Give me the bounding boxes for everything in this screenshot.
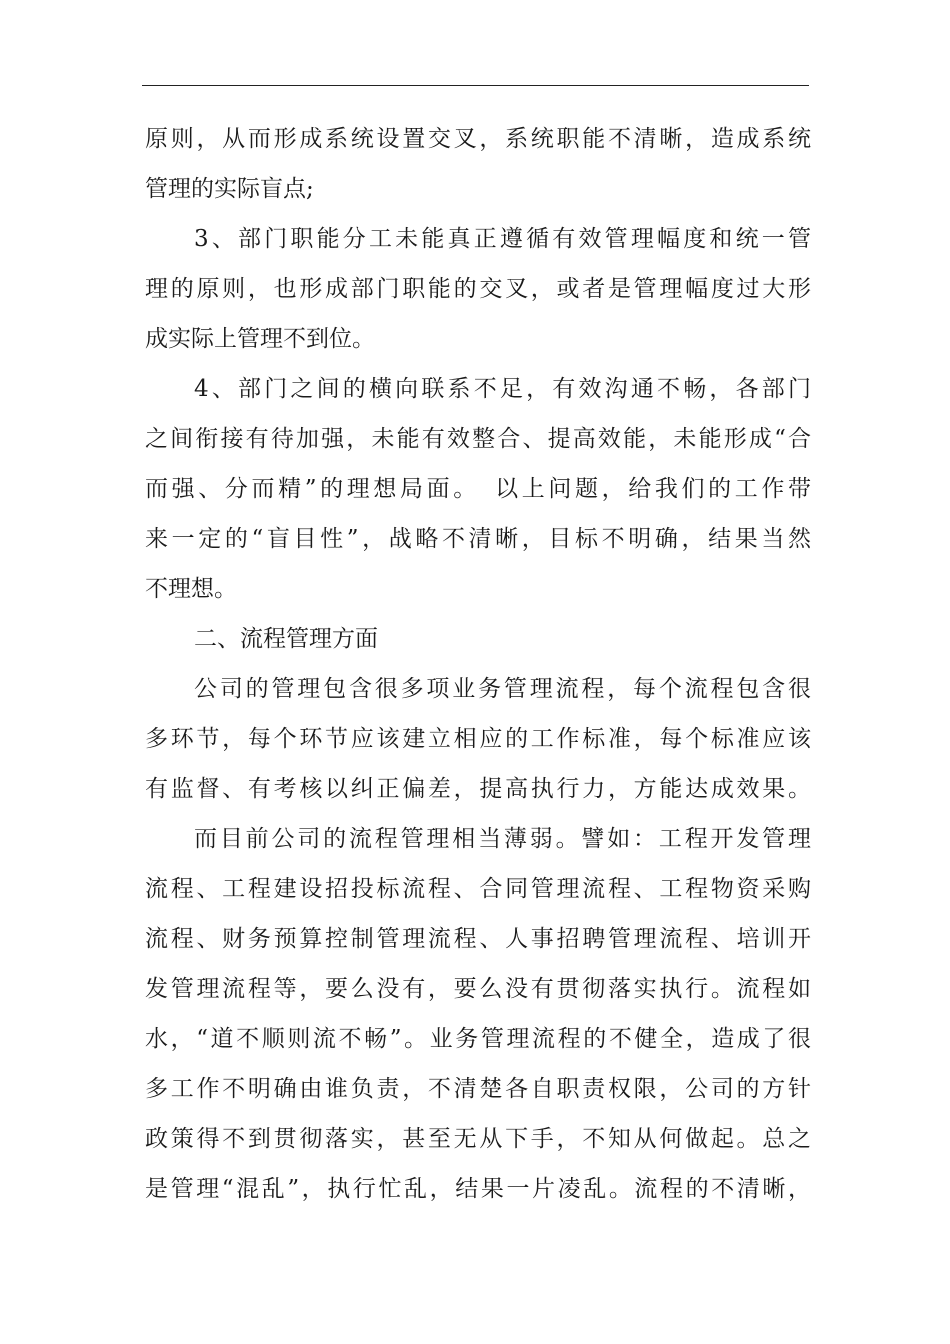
text-line: 3、部门职能分工未能真正遵循有效管理幅度和统一管: [194, 226, 811, 252]
text-line: 公司的管理包含很多项业务管理流程，每个流程包含很: [194, 676, 811, 702]
text-line: 而目前公司的流程管理相当薄弱。譬如：工程开发管理: [194, 826, 811, 852]
text-line: 来一定的“盲目性”，战略不清晰，目标不明确，结果当然: [145, 526, 811, 552]
text-line: 流程、工程建设招投标流程、合同管理流程、工程物资采购: [145, 876, 811, 902]
text-line: 是管理“混乱”，执行忙乱，结果一片凌乱。流程的不清晰，: [145, 1176, 811, 1202]
text-line: 多工作不明确由谁负责，不清楚各自职责权限，公司的方针: [145, 1076, 811, 1102]
text-line: 不理想。: [145, 576, 237, 602]
text-line: 政策得不到贯彻落实，甚至无从下手，不知从何做起。总之: [145, 1126, 811, 1152]
text-line: 流程、财务预算控制管理流程、人事招聘管理流程、培训开: [145, 926, 811, 952]
text-line: 水，“道不顺则流不畅”。业务管理流程的不健全，造成了很: [145, 1026, 811, 1052]
text-line: 发管理流程等，要么没有，要么没有贯彻落实执行。流程如: [145, 976, 811, 1002]
section-heading: 二、流程管理方面: [194, 626, 378, 652]
text-line: 有监督、有考核以纠正偏差，提高执行力，方能达成效果。: [145, 776, 811, 802]
header-rule: [142, 85, 809, 86]
text-line: 成实际上管理不到位。: [145, 326, 375, 352]
body-text: [145, 114, 811, 1214]
text-line: 管理的实际盲点;: [145, 176, 314, 202]
text-line: 4、部门之间的横向联系不足，有效沟通不畅，各部门: [194, 376, 811, 402]
text-line: 理的原则，也形成部门职能的交叉，或者是管理幅度过大形: [145, 276, 811, 302]
text-line: 之间衔接有待加强，未能有效整合、提高效能，未能形成“合: [145, 426, 811, 452]
text-line: 原则，从而形成系统设置交叉，系统职能不清晰，造成系统: [145, 126, 811, 152]
text-line: 多环节，每个环节应该建立相应的工作标准，每个标准应该: [145, 726, 811, 752]
text-line: 而强、分而精”的理想局面。 以上问题，给我们的工作带: [145, 476, 811, 502]
